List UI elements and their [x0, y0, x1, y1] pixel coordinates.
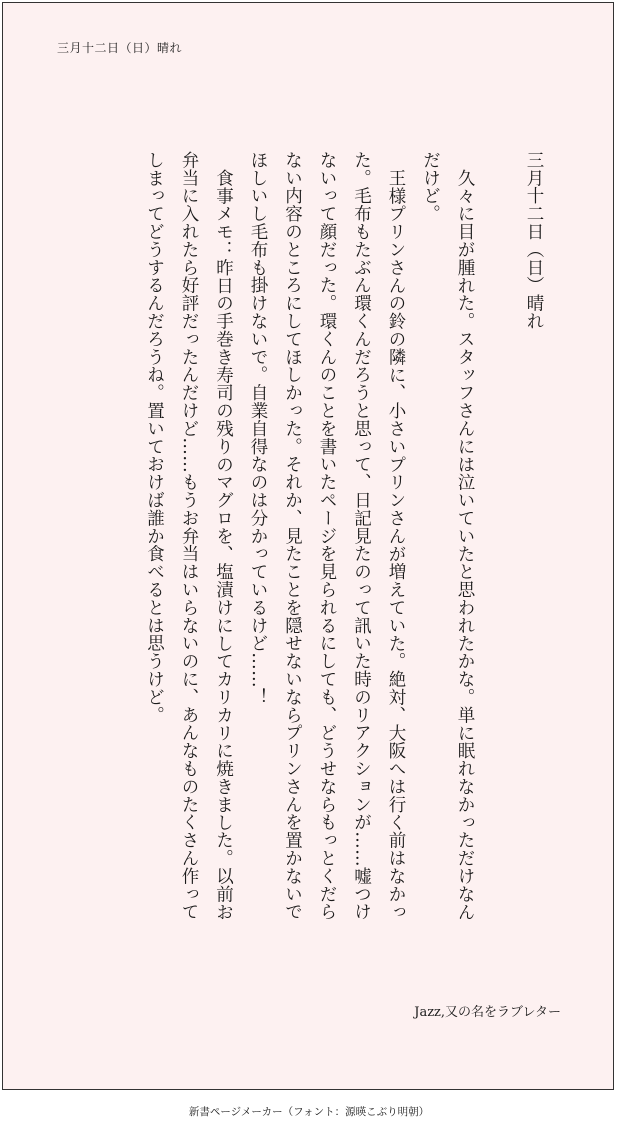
generator-credit: 新書ページメーカー（フォント：源暎こぶり明朝）	[188, 1106, 430, 1118]
diary-body	[137, 151, 551, 927]
paragraph-2: 王様プリンさんの鈴の隣に、小さいプリンさんが増えていた。絶対、大阪へは行く前はなかった。毛布もたぶん環くんだろうと思って、日記見たのって訊いた時のリアクションが……嘘つけないって顔だった。環くんのことを書いたページを見られるにしても、どうせならもっとくだらない内容のところにしてほしかった。それか、見たことを隠せないならプリンさんを置かないでほしいし毛布も掛けないで。自業自得なのは分かっているけど……！	[248, 151, 406, 921]
paragraph-1: 久々に目が腫れた。スタッフさんには泣いていたと思われたかな。単に眠れなかっただけなんだけど。	[420, 151, 475, 921]
diary-page	[2, 2, 614, 1090]
page-header: 三月十二日（日）晴れ	[57, 41, 183, 55]
paragraph-3: 食事メモ：昨日の手巻き寿司の残りのマグロを、塩漬けにしてカリカリに焼きました。以前お弁当に入れたら好評だったんだけど……もうお弁当はいらないのに、あんなものたくさん作ってしまってどうするんだろうね。置いておけば誰か食べるとは思うけど。	[144, 151, 234, 921]
author-credit: Jazz,又の名をラブレター	[414, 1005, 561, 1020]
entry-title: 三月十二日（日）晴れ	[524, 151, 544, 330]
